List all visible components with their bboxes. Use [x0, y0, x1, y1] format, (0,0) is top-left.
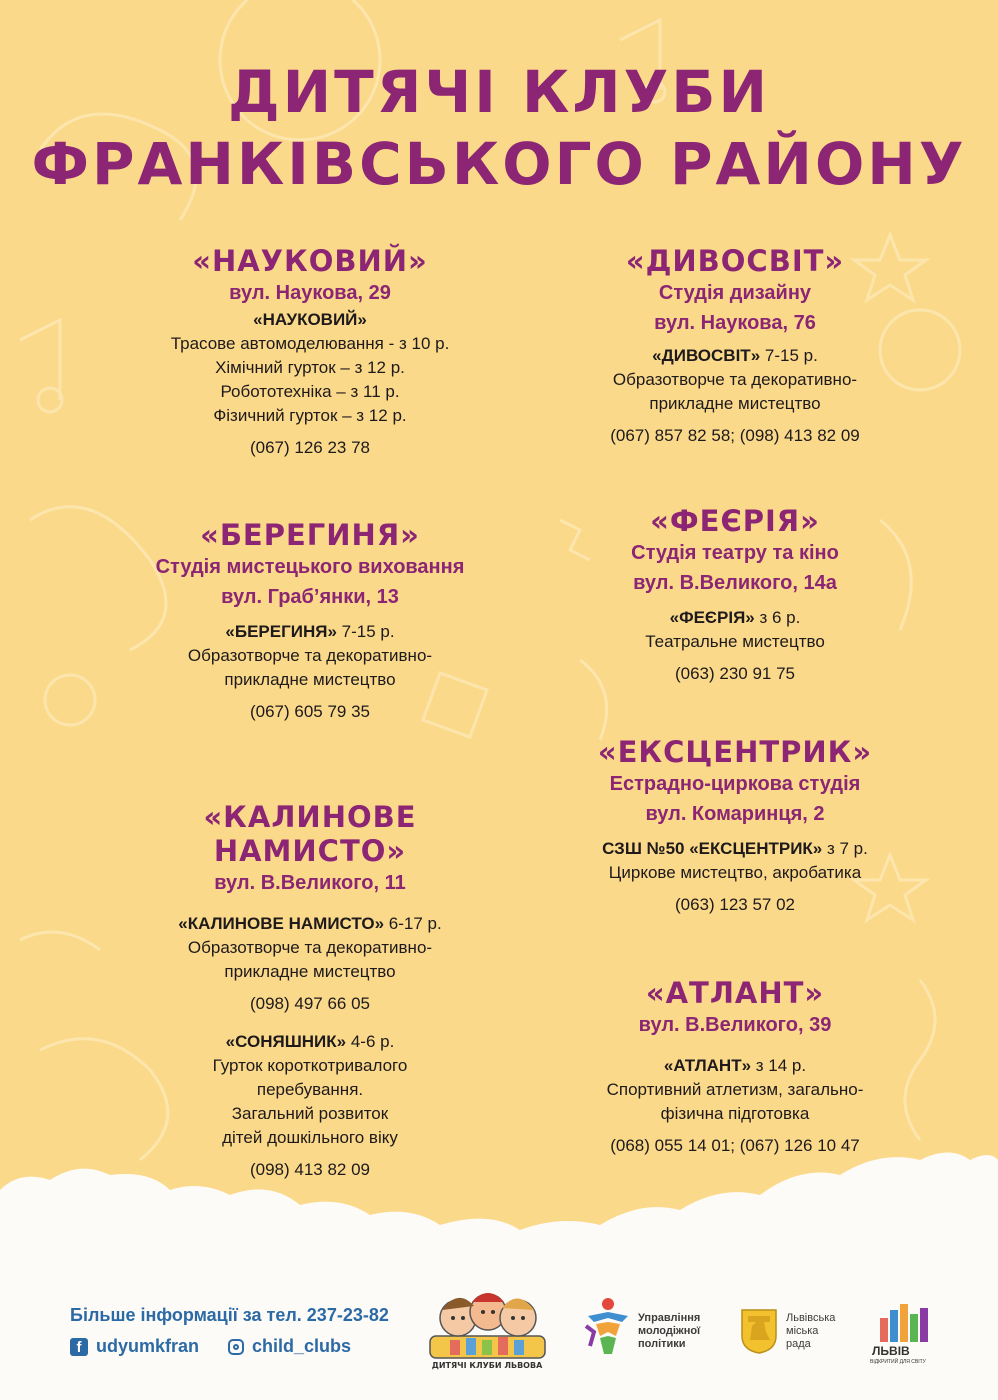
logo1-text: ДИТЯЧІ КЛУБИ ЛЬВОВА	[431, 1361, 543, 1370]
sub-club-name: «КАЛИНОВЕ НАМИСТО»	[178, 914, 385, 933]
club-address: вул. В.Великого, 39	[638, 1014, 832, 1036]
age-range: 6-17 р.	[384, 914, 442, 933]
activity-line: Образотворче та декоративно-	[187, 938, 433, 957]
club-name: «ДИВОСВІТ»	[625, 244, 845, 278]
sub-club-row	[535, 1054, 935, 1078]
club-studio: Студія мистецького виховання	[155, 556, 465, 578]
club-studio: Студія театру та кіно	[631, 542, 839, 564]
club-address: вул. Граб’янки, 13	[221, 586, 399, 608]
logo3-line: Львівська	[786, 1312, 836, 1324]
sub-club-name: «АТЛАНТ»	[663, 1056, 752, 1075]
club-name: «АТЛАНТ»	[645, 976, 825, 1010]
activity-line: Циркове мистецтво, акробатика	[608, 863, 862, 882]
activity-line: Загальний розвиток	[231, 1104, 389, 1123]
page-title-line2: ФРАНКІВСЬКОГО РАЙОНУ	[31, 130, 967, 198]
instagram-handle: child_clubs	[252, 1336, 352, 1356]
sub-club-row	[110, 1030, 510, 1054]
phone-number: (067) 857 82 58; (098) 413 82 09	[610, 426, 860, 445]
club-atlant	[535, 976, 935, 1158]
instagram-icon	[228, 1339, 244, 1355]
lviv-logo-sub: ВІДКРИТИЙ ДЛЯ СВІТУ	[870, 1359, 926, 1365]
phone-number: (067) 126 23 78	[249, 438, 371, 457]
activity-line: прикладне мистецтво	[649, 394, 821, 413]
facebook-link[interactable]	[70, 1336, 199, 1357]
club-address: вул. В.Великого, 14а	[633, 572, 837, 594]
club-name: «НАУКОВИЙ»	[192, 244, 428, 278]
activity-line: Спортивний атлетизм, загально-	[606, 1080, 864, 1099]
age-range: з 14 р.	[751, 1056, 807, 1075]
sub-club-name: «СОНЯШНИК»	[225, 1032, 347, 1051]
club-feieriia	[535, 504, 935, 686]
club-kalynove-namysto	[110, 800, 510, 1182]
club-address: вул. В.Великого, 11	[214, 872, 406, 894]
sub-club-name: СЗШ №50 «ЕКСЦЕНТРИК»	[602, 839, 823, 858]
club-studio: Естрадно-циркова студія	[609, 773, 861, 795]
club-address: вул. Наукова, 76	[654, 312, 816, 334]
activity-line: прикладне мистецтво	[224, 670, 396, 689]
age-range: 4-6 р.	[346, 1032, 395, 1051]
lviv-city-logo	[876, 1300, 936, 1344]
activity-line: Хімічний гурток – з 12 р.	[215, 358, 405, 377]
youth-policy-logo	[582, 1296, 634, 1358]
sub-club-row	[535, 606, 935, 630]
club-ekstsentryk	[535, 735, 935, 917]
club-name: «КАЛИНОВЕ НАМИСТО»	[203, 800, 417, 868]
sub-club-name: «ФЕЄРІЯ»	[669, 608, 755, 627]
facebook-handle: udyumkfran	[96, 1336, 200, 1356]
page-title-line1: ДИТЯЧІ КЛУБИ	[227, 58, 771, 126]
sub-club-name: «ДИВОСВІТ»	[652, 346, 761, 365]
club-name: «БЕРЕГИНЯ»	[200, 518, 420, 552]
logo2-line: молодіжної	[638, 1325, 701, 1337]
sub-club-row	[535, 344, 935, 368]
activity-line: перебування.	[256, 1080, 364, 1099]
club-naukovyi	[110, 244, 510, 460]
sub-club-row	[535, 837, 935, 861]
footer-info: Більше інформації за тел. 237-23-82	[70, 1305, 389, 1325]
instagram-link[interactable]	[228, 1336, 351, 1357]
phone-number: (098) 497 66 05	[249, 994, 371, 1013]
sub-club-name: «БЕРЕГИНЯ»	[225, 622, 337, 641]
children-clubs-logo	[420, 1290, 555, 1370]
activity-line: Образотворче та декоративно-	[187, 646, 433, 665]
activity-line: Театральне мистецтво	[645, 632, 825, 651]
activity-line: Робототехніка – з 11 р.	[220, 382, 400, 401]
age-range: з 6 р.	[754, 608, 801, 627]
activity-line: дітей дошкільного віку	[222, 1128, 398, 1147]
age-range: з 7 р.	[822, 839, 868, 858]
city-council-label	[786, 1312, 835, 1351]
facebook-icon: f	[70, 1338, 88, 1356]
youth-policy-label	[638, 1312, 700, 1351]
logo3-line: міська	[786, 1325, 819, 1337]
activity-line: Фізичний гурток – з 12 р.	[213, 406, 407, 425]
club-studio: Студія дизайну	[658, 282, 812, 304]
activity-line: Образотворче та декоративно-	[612, 370, 858, 389]
phone-number: (098) 413 82 09	[249, 1160, 371, 1179]
activity-line: фізична підготовка	[660, 1104, 810, 1123]
age-range: 7-15 р.	[760, 346, 818, 365]
city-council-crest	[740, 1308, 778, 1354]
phone-number: (067) 605 79 35	[249, 702, 371, 721]
club-address: вул. Комаринця, 2	[645, 803, 825, 825]
sub-club-row	[110, 912, 510, 936]
logo2-line: політики	[638, 1338, 686, 1350]
sub-club-name: «НАУКОВИЙ»	[253, 310, 367, 329]
phone-number: (063) 123 57 02	[674, 895, 796, 914]
club-berehynia	[110, 518, 510, 724]
lviv-logo-text: ЛЬВІВ	[872, 1344, 910, 1358]
club-address: вул. Наукова, 29	[229, 282, 391, 304]
phone-number: (068) 055 14 01; (067) 126 10 47	[610, 1136, 860, 1155]
activity-line: Гурток короткотривалого	[212, 1056, 408, 1075]
logo2-line: Управління	[638, 1312, 701, 1324]
activity-line: Трасове автомоделювання - з 10 р.	[170, 334, 450, 353]
club-name: «ФЕЄРІЯ»	[650, 504, 820, 538]
sub-club-row	[110, 620, 510, 644]
phone-number: (063) 230 91 75	[674, 664, 796, 683]
age-range: 7-15 р.	[336, 622, 395, 641]
club-dyvosvit	[535, 244, 935, 448]
logo3-line: рада	[786, 1338, 811, 1350]
activity-line: прикладне мистецтво	[224, 962, 396, 981]
club-name: «ЕКСЦЕНТРИК»	[597, 735, 873, 769]
